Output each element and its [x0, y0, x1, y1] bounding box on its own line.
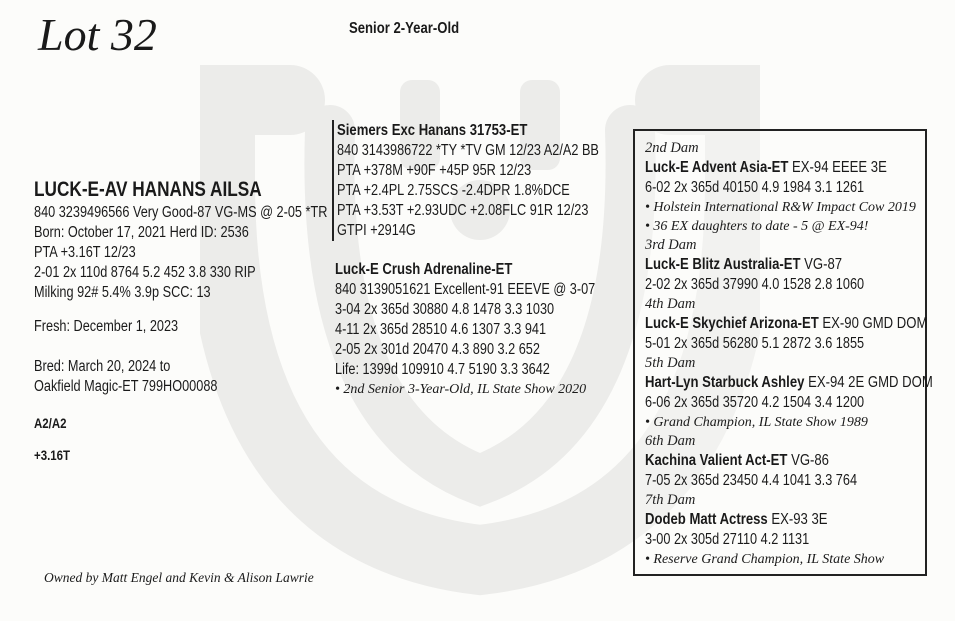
dam-block [335, 259, 652, 399]
animal-name: Luck-E Blitz Australia-ET [645, 256, 801, 273]
production-record: 7-05 2x 365d 23450 4.4 1041 3.3 764 [645, 472, 858, 489]
pta-total: +3.16T [34, 447, 71, 463]
pedigree-entry [645, 236, 955, 295]
pedigree-note: • Holstein International R&W Impact Cow 2019 [645, 200, 916, 215]
dam-name: Luck-E Crush Adrenaline-ET [335, 261, 513, 278]
subject-line: 2-01 2x 110d 8764 5.2 452 3.8 330 RIP [34, 264, 256, 281]
animal-name: Luck-E Skychief Arizona-ET [645, 315, 819, 332]
owner-line: Owned by Matt Engel and Kevin & Alison Lawrie [44, 570, 314, 585]
generation-label: 2nd Dam [645, 140, 699, 156]
dam-line: 840 3139051621 Excellent-91 EEEVE @ 3-07 [335, 281, 596, 298]
pedigree-box [633, 129, 933, 576]
subject-line: PTA +3.16T 12/23 [34, 244, 136, 261]
bred-line: Bred: March 20, 2024 to [34, 358, 171, 375]
animal-name: Dodeb Matt Actress [645, 511, 768, 528]
animal-row [645, 157, 933, 178]
class-label: Senior 2-Year-Old [349, 20, 460, 37]
animal-score: EX-90 GMD DOM [822, 315, 928, 332]
pedigree-note: • Grand Champion, IL State Show 1989 [645, 415, 868, 430]
dam-line: 4-11 2x 365d 28510 4.6 1307 3.3 941 [335, 321, 547, 338]
generation-label: 7th Dam [645, 492, 696, 508]
animal-name: Luck-E Advent Asia-ET [645, 159, 789, 176]
lot-title: Lot 32 [38, 9, 157, 60]
production-record: 3-00 2x 305d 27110 4.2 1131 [645, 531, 810, 548]
a2-status: A2/A2 [34, 415, 67, 431]
subject-name: LUCK-E-AV HANANS AILSA [34, 178, 262, 201]
pedigree-entry [645, 295, 955, 354]
sire-block [332, 120, 656, 241]
production-record: 2-02 2x 365d 37990 4.0 1528 2.8 1060 [645, 276, 865, 293]
sire-line: PTA +378M +90F +45P 95R 12/23 [337, 162, 532, 179]
subject-line: Born: October 17, 2021 Herd ID: 2536 [34, 224, 249, 241]
generation-label: 5th Dam [645, 355, 696, 371]
animal-score: EX-93 3E [771, 511, 828, 528]
subject-line: 840 3239496566 Very Good-87 VG-MS @ 2-05 *TR [34, 204, 328, 221]
sire-line: 840 3143986722 *TY *TV GM 12/23 A2/A2 BB [337, 142, 599, 159]
pedigree-entry [645, 139, 955, 236]
animal-name: Hart-Lyn Starbuck Ashley [645, 374, 805, 391]
pedigree-note: • 36 EX daughters to date - 5 @ EX-94! [645, 219, 869, 234]
animal-row [645, 509, 933, 530]
pedigree-entry [645, 432, 955, 491]
production-record: 5-01 2x 365d 56280 5.1 2872 3.6 1855 [645, 335, 865, 352]
production-record: 6-06 2x 365d 35720 4.2 1504 3.4 1200 [645, 394, 865, 411]
animal-row [645, 450, 933, 471]
dam-note: • 2nd Senior 3-Year-Old, IL State Show 2020 [335, 382, 587, 397]
generation-label: 6th Dam [645, 433, 696, 449]
animal-score: EX-94 2E GMD DOM [808, 374, 933, 391]
fresh-date: Fresh: December 1, 2023 [34, 318, 179, 335]
sire-name: Siemers Exc Hanans 31753-ET [337, 122, 528, 139]
subject-line: Milking 92# 5.4% 3.9p SCC: 13 [34, 284, 211, 301]
animal-name: Kachina Valient Act-ET [645, 452, 788, 469]
dam-line: 2-05 2x 301d 20470 4.3 890 3.2 652 [335, 341, 540, 358]
sire-line: GTPI +2914G [337, 222, 416, 239]
sire-line: PTA +2.4PL 2.75SCS -2.4DPR 1.8%DCE [337, 182, 570, 199]
animal-row [645, 254, 933, 275]
animal-score: VG-87 [804, 256, 843, 273]
pedigree-entry [645, 354, 955, 432]
dam-line: Life: 1399d 109910 4.7 5190 3.3 3642 [335, 361, 550, 378]
generation-label: 4th Dam [645, 296, 696, 312]
sire-line: PTA +3.53T +2.93UDC +2.08FLC 91R 12/23 [337, 202, 589, 219]
production-record: 6-02 2x 365d 40150 4.9 1984 3.1 1261 [645, 179, 865, 196]
dam-line: 3-04 2x 365d 30880 4.8 1478 3.3 1030 [335, 301, 555, 318]
animal-score: VG-86 [791, 452, 829, 469]
pedigree-note: • Reserve Grand Champion, IL State Show [645, 552, 885, 567]
pedigree-entry [645, 491, 955, 569]
animal-row [645, 372, 933, 393]
bred-line: Oakfield Magic-ET 799HO00088 [34, 378, 218, 395]
animal-row [645, 313, 933, 334]
generation-label: 3rd Dam [645, 237, 697, 253]
animal-score: EX-94 EEEE 3E [792, 159, 887, 176]
